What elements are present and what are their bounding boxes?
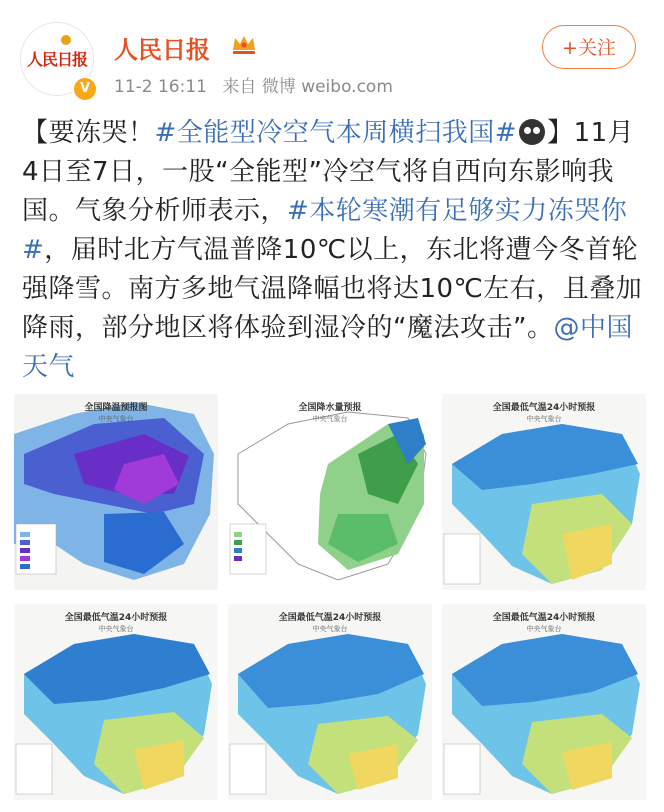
crying-face-icon — [519, 119, 545, 145]
hashtag-link[interactable]: #本轮寒潮有足够实力冻哭你# — [22, 196, 628, 265]
map-subtitle: 中央气象台 — [526, 415, 562, 423]
map-title: 全国最低气温24小时预报 — [492, 613, 596, 623]
post-text — [22, 114, 646, 387]
map-subtitle: 中央气象台 — [312, 625, 348, 633]
map-image[interactable] — [14, 604, 218, 800]
map-image[interactable] — [228, 604, 432, 800]
post-meta — [114, 72, 403, 97]
map-image[interactable] — [228, 394, 432, 590]
map-title: 全国降水量预报 — [298, 403, 362, 413]
map-image[interactable] — [442, 394, 646, 590]
post-header — [0, 0, 664, 110]
username[interactable]: 人民日报 — [114, 36, 210, 64]
crown-icon — [230, 32, 258, 56]
map-subtitle: 中央气象台 — [98, 415, 134, 423]
map-subtitle: 中央气象台 — [526, 625, 562, 633]
map-title: 全国最低气温24小时预报 — [64, 613, 168, 623]
map-title: 全国降温预报图 — [84, 403, 148, 413]
post-time: 11-2 16:11 — [114, 77, 207, 97]
follow-button[interactable]: +关注 — [542, 25, 636, 69]
map-image[interactable] — [442, 604, 646, 800]
map-subtitle: 中央气象台 — [98, 625, 134, 633]
verified-icon: V — [72, 76, 98, 102]
post-text-part: ，届时北方气温普降10℃以上，东北将遭今冬首轮强降雪。南方多地气温降幅也将达10℃左右，且叠加降雨，部分地区将体验到湿冷的“魔法攻击”。 — [22, 235, 643, 343]
post-source: 来自 微博 weibo.com — [222, 77, 393, 97]
avatar-logo: 人民日报 — [26, 50, 87, 69]
sun-icon — [61, 35, 71, 45]
map-title: 全国最低气温24小时预报 — [278, 613, 382, 623]
mention-link[interactable]: @中国天气 — [22, 313, 633, 382]
hashtag-link[interactable]: #全能型冷空气本周横扫我国# — [154, 118, 518, 148]
map-subtitle: 中央气象台 — [312, 415, 348, 423]
post-text-part: 【要冻哭！ — [22, 118, 155, 148]
map-image[interactable] — [14, 394, 218, 590]
map-title: 全国最低气温24小时预报 — [492, 403, 596, 413]
post-text-part: 】11月4日至7日，一股“全能型”冷空气将自西向东影响我国。气象分析师表示， — [22, 118, 635, 226]
